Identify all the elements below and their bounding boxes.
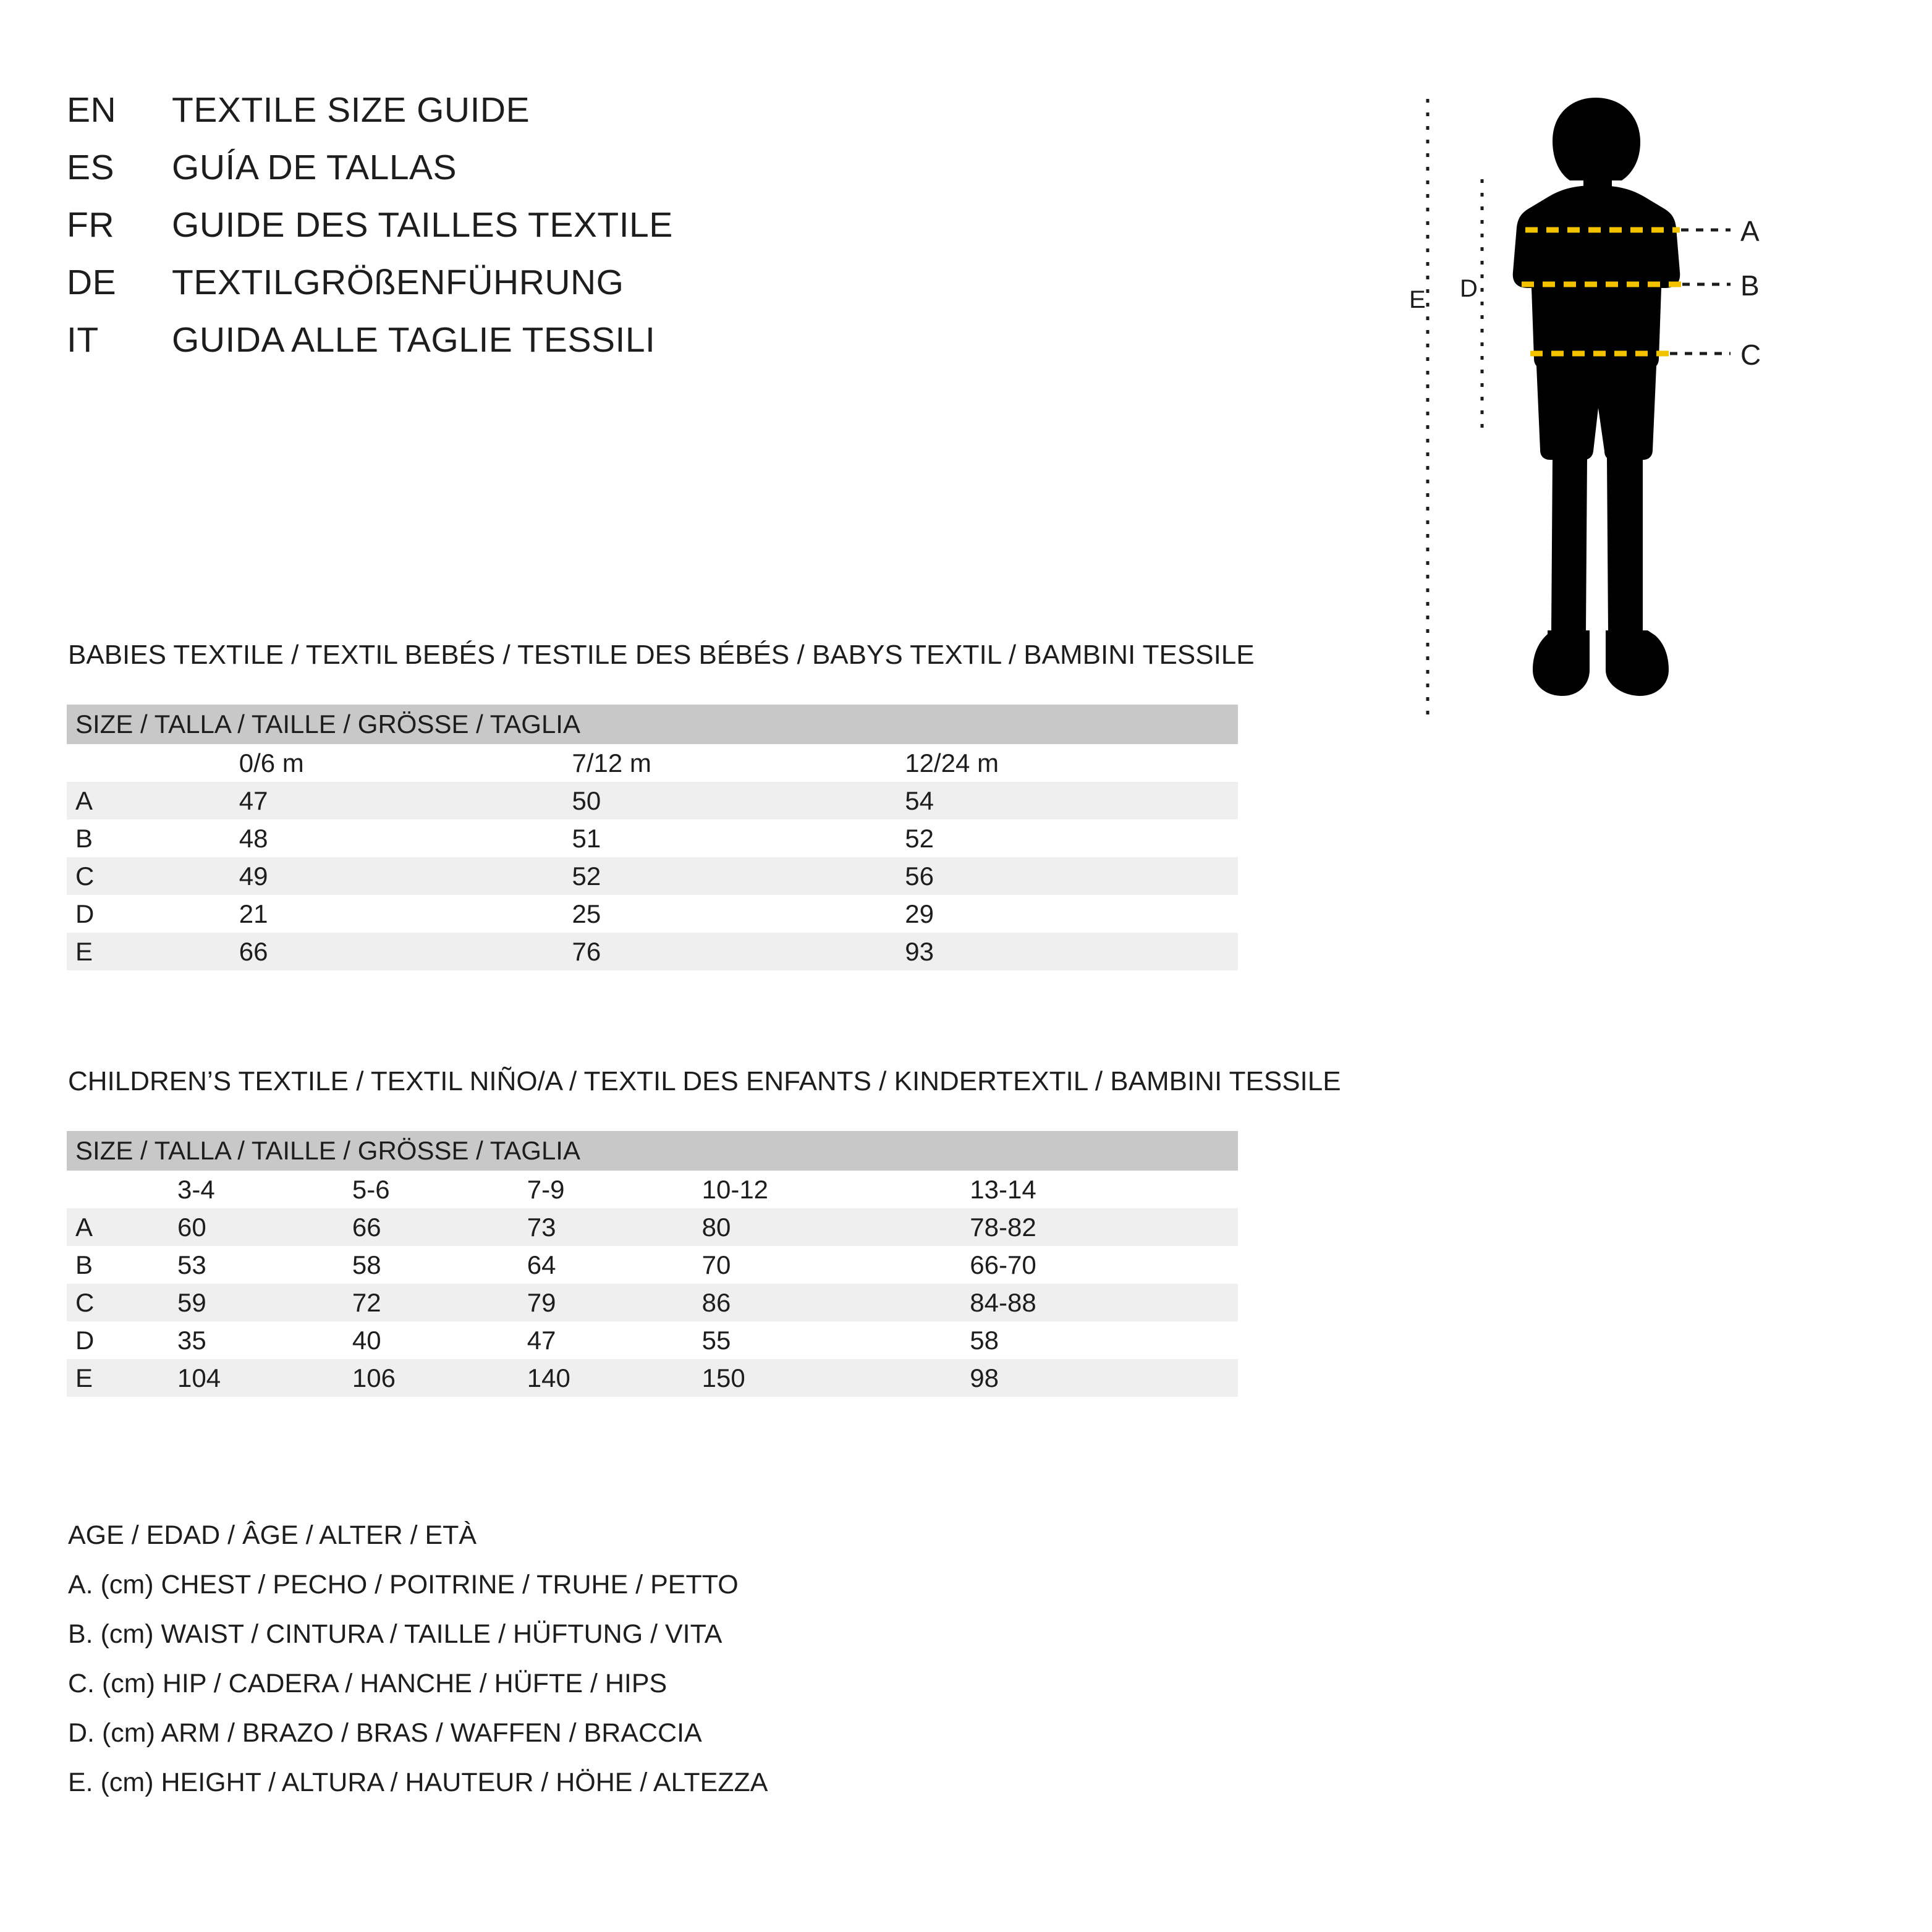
children-section-heading: CHILDREN’S TEXTILE / TEXTIL NIÑO/A / TEXTIL DES ENFANTS / KINDERTEXTIL / BAMBINI TESSILE [68, 1066, 1341, 1096]
row-label: E [67, 1359, 177, 1397]
cell-value: 64 [527, 1246, 702, 1284]
cell-value: 35 [177, 1321, 352, 1359]
cell-value: 106 [352, 1359, 527, 1397]
cell-value: 86 [702, 1284, 970, 1321]
cell-value: 54 [905, 782, 1238, 820]
table-row [67, 933, 1238, 970]
title-text-it: GUIDA ALLE TAGLIE TESSILI [172, 320, 656, 360]
legend-line-age: AGE / EDAD / ÂGE / ALTER / ETÀ [68, 1520, 477, 1550]
cell-value: 47 [239, 782, 572, 820]
cell-value: 59 [177, 1284, 352, 1321]
figure-label-d: D [1460, 275, 1478, 302]
table-title-row [67, 705, 1238, 744]
table-row [67, 895, 1238, 933]
table-row [67, 1208, 1238, 1246]
title-lang-de: DE [67, 263, 117, 302]
cell-value: 84-88 [970, 1284, 1238, 1321]
title-block [67, 90, 1241, 377]
legend-line-e: E. (cm) HEIGHT / ALTURA / HAUTEUR / HÖHE / ALTEZZA [68, 1768, 768, 1797]
cell-value: 21 [239, 895, 572, 933]
title-text-de: TEXTILGRÖßENFÜHRUNG [172, 263, 624, 302]
title-lang-fr: FR [67, 205, 114, 245]
cell-value: 80 [702, 1208, 970, 1246]
table-row [67, 782, 1238, 820]
table-row [67, 1321, 1238, 1359]
title-row-es [67, 147, 1241, 205]
column-header: 0/6 m [239, 744, 572, 782]
cell-value: 150 [702, 1359, 970, 1397]
title-lang-it: IT [67, 320, 99, 360]
measurement-diagram [1409, 87, 1891, 766]
cell-value: 52 [572, 857, 905, 895]
cell-value: 78-82 [970, 1208, 1238, 1246]
column-header: 7/12 m [572, 744, 905, 782]
table-header-row [67, 1171, 1238, 1208]
column-header: 5-6 [352, 1171, 527, 1208]
title-text-en: TEXTILE SIZE GUIDE [172, 90, 530, 130]
title-row-it [67, 320, 1241, 377]
table-title-row [67, 1131, 1238, 1171]
legend-line-c: C. (cm) HIP / CADERA / HANCHE / HÜFTE / HIPS [68, 1669, 667, 1698]
row-label: E [67, 933, 239, 970]
table-header-row [67, 744, 1238, 782]
cell-value: 60 [177, 1208, 352, 1246]
title-row-de [67, 262, 1241, 320]
row-label: C [67, 1284, 177, 1321]
babies-table-title: SIZE / TALLA / TAILLE / GRÖSSE / TAGLIA [67, 705, 1238, 744]
legend-line-b: B. (cm) WAIST / CINTURA / TAILLE / HÜFTUNG / VITA [68, 1619, 722, 1649]
row-label: D [67, 895, 239, 933]
cell-value: 79 [527, 1284, 702, 1321]
title-row-en [67, 90, 1241, 147]
children-size-table [67, 1131, 1238, 1397]
column-header: 3-4 [177, 1171, 352, 1208]
child-silhouette [1513, 98, 1680, 696]
cell-value: 76 [572, 933, 905, 970]
row-label: D [67, 1321, 177, 1359]
cell-value: 140 [527, 1359, 702, 1397]
cell-value: 66 [352, 1208, 527, 1246]
cell-value: 52 [905, 820, 1238, 857]
row-label: C [67, 857, 239, 895]
table-row [67, 1246, 1238, 1284]
table-row [67, 857, 1238, 895]
children-table-title: SIZE / TALLA / TAILLE / GRÖSSE / TAGLIA [67, 1131, 1238, 1171]
title-text-es: GUÍA DE TALLAS [172, 148, 457, 187]
column-header: 7-9 [527, 1171, 702, 1208]
row-label: B [67, 1246, 177, 1284]
legend-line-d: D. (cm) ARM / BRAZO / BRAS / WAFFEN / BRACCIA [68, 1718, 702, 1748]
column-header: 13-14 [970, 1171, 1238, 1208]
cell-value: 53 [177, 1246, 352, 1284]
figure-label-a: A [1740, 215, 1760, 247]
title-text-fr: GUIDE DES TAILLES TEXTILE [172, 205, 673, 245]
cell-value: 47 [527, 1321, 702, 1359]
title-lang-es: ES [67, 148, 115, 187]
title-row-fr [67, 205, 1241, 262]
cell-value: 50 [572, 782, 905, 820]
column-header: 10-12 [702, 1171, 970, 1208]
corner-cell [67, 744, 239, 782]
cell-value: 93 [905, 933, 1238, 970]
cell-value: 49 [239, 857, 572, 895]
cell-value: 73 [527, 1208, 702, 1246]
table-row [67, 1284, 1238, 1321]
cell-value: 66 [239, 933, 572, 970]
cell-value: 48 [239, 820, 572, 857]
cell-value: 25 [572, 895, 905, 933]
legend-line-a: A. (cm) CHEST / PECHO / POITRINE / TRUHE / PETTO [68, 1570, 739, 1599]
babies-size-table [67, 705, 1238, 970]
row-label: B [67, 820, 239, 857]
cell-value: 104 [177, 1359, 352, 1397]
figure-label-e: E [1409, 286, 1426, 313]
legend-block [68, 1520, 1304, 1817]
cell-value: 58 [970, 1321, 1238, 1359]
cell-value: 70 [702, 1246, 970, 1284]
cell-value: 98 [970, 1359, 1238, 1397]
title-lang-en: EN [67, 90, 117, 130]
babies-section-heading: BABIES TEXTILE / TEXTIL BEBÉS / TESTILE DES BÉBÉS / BABYS TEXTIL / BAMBINI TESSILE [68, 640, 1255, 670]
row-label: A [67, 1208, 177, 1246]
cell-value: 72 [352, 1284, 527, 1321]
cell-value: 58 [352, 1246, 527, 1284]
cell-value: 51 [572, 820, 905, 857]
row-label: A [67, 782, 239, 820]
table-row [67, 1359, 1238, 1397]
cell-value: 56 [905, 857, 1238, 895]
cell-value: 66-70 [970, 1246, 1238, 1284]
column-header: 12/24 m [905, 744, 1238, 782]
cell-value: 29 [905, 895, 1238, 933]
cell-value: 40 [352, 1321, 527, 1359]
figure-label-c: C [1740, 339, 1761, 371]
table-row [67, 820, 1238, 857]
corner-cell [67, 1171, 177, 1208]
figure-label-b: B [1740, 269, 1760, 302]
cell-value: 55 [702, 1321, 970, 1359]
